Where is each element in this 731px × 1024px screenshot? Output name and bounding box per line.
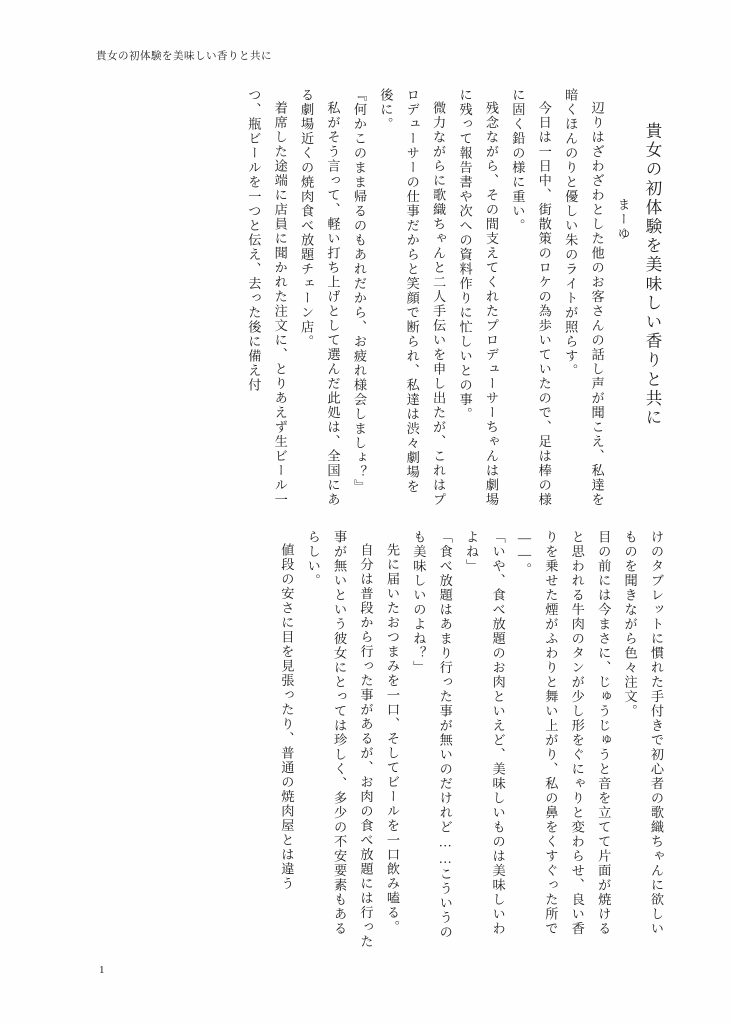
text-column-upper bbox=[239, 88, 669, 508]
page-title: 貴女の初体験を美味しい香りと共に bbox=[643, 122, 662, 428]
paragraph: 先に届いたおつまみを一口、そしてビールを一口飲み嗑る。 bbox=[384, 543, 400, 935]
paragraph: けのタブレットに慣れた手付きで初心者の歌織ちゃんに欲しいものを聞きながら色々注文。 bbox=[622, 530, 664, 936]
title-block bbox=[645, 88, 660, 428]
paragraph: 自分は普段から行った事があるが、お肉の食べ放題には行った事が無いという彼女にとっては珍しく、多少の不安要素もあるらしい。 bbox=[305, 530, 374, 950]
text-column-lower bbox=[149, 530, 669, 950]
paragraph: 着席した途端に店員に聞かれた注文に、とりあえず生ビール一つ、瓶ビールを一つと伝え、去った後に備え付 bbox=[246, 88, 288, 508]
text-flow-lower bbox=[273, 530, 669, 950]
paragraph: 今日は一日中、街散策のロケの為歩いていたので、足は棒の様に固く鉛の様に重い。 bbox=[510, 88, 552, 508]
dialogue-paragraph: 「いや、食べ放題のお肉といえど、美味しいものは美味しいわよね」 bbox=[464, 530, 506, 936]
paragraph: 私がそう言って、軽い打ち上げとして選んだ此処は、全国にある劇場近くの焼肉食べ放題チェーン店。 bbox=[299, 88, 341, 508]
paragraph: 残念ながら、その間支えてくれたプロデューサーちゃんは劇場に残って報告書や次への資料作りに忙しいとの事。 bbox=[457, 88, 499, 508]
paragraph: 辺りはざわざわとした他のお客さんの話し声が聞こえ、私達を暗くほんのりと優しい朱のライトが照らす。 bbox=[563, 88, 605, 508]
dialogue-paragraph: 「食べ放題はあまり行った事が無いのだけれど……こういうのも美味しいのよね？」 bbox=[411, 530, 453, 940]
byline-block bbox=[616, 88, 631, 242]
paragraph: 値段の安さに目を見張ったり、普通の焼肉屋とは違う bbox=[279, 543, 295, 892]
text-flow-upper bbox=[240, 88, 669, 508]
author-byline: まーゆ bbox=[616, 198, 630, 242]
page-number: 1 bbox=[99, 964, 105, 976]
paragraph: 微力ながらに歌織ちゃんと二人手伝いを申し出たが、これはプロデューサーの仕事だからと笑顔で断られ、私達は渋々劇場を後に。 bbox=[378, 88, 447, 508]
dialogue-paragraph: 『何かこのまま帰るのもあれだから、お疲れ様会しましょ？』 bbox=[351, 88, 367, 494]
running-header: 貴女の初体験を美味しい香りと共に bbox=[96, 51, 272, 62]
paragraph: 目の前には今まさに、じゅうじゅうと音を立てて片面が焼けると思われる牛肉のタンが少し形をぐにゃりと変わらせ、良い香りを乗せた煙がふわりと舞い上がり、私の鼻をくすぐった所で――。 bbox=[516, 530, 612, 936]
